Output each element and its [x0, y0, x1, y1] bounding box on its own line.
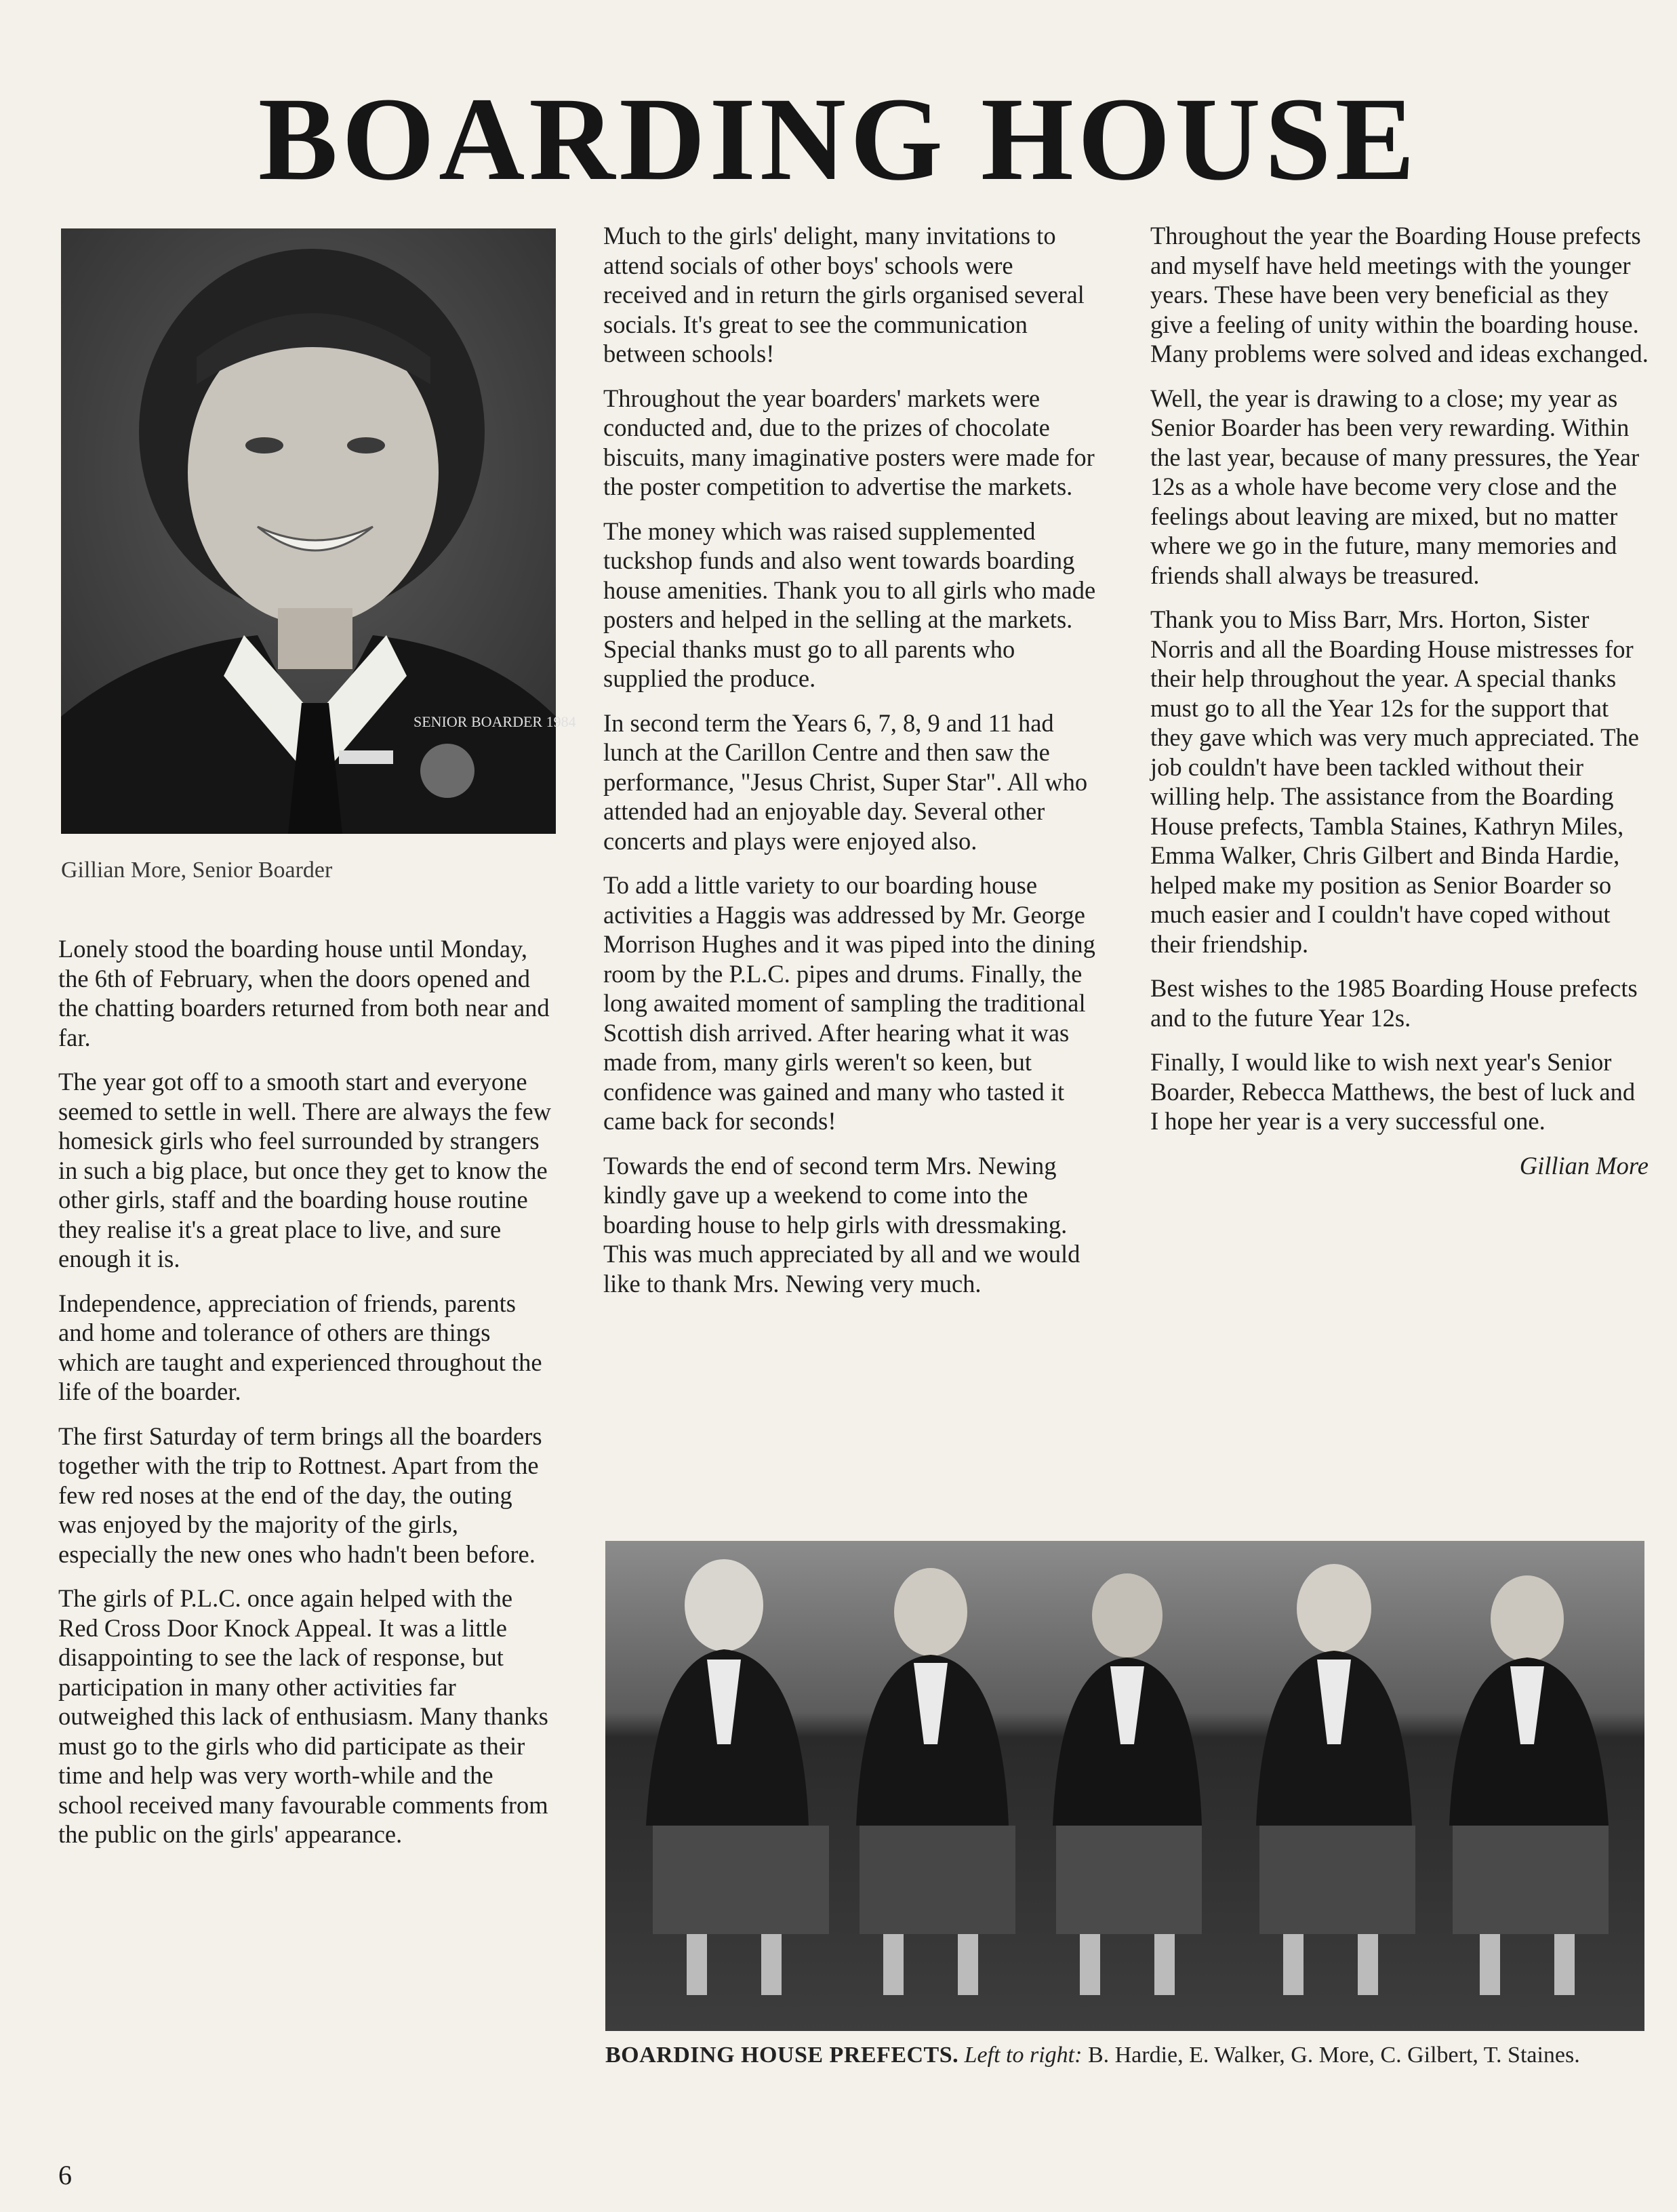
- paragraph: Well, the year is drawing to a close; my year as Senior Boarder has been very rewarding. Within the last year, because of many pressures, the Year 12s as a whole have become very close and the feelings about leaving are mixed, but no matter where we go in the future, many memories and friends shall always be treasured.: [1150, 384, 1640, 589]
- paragraph: Towards the end of second term Mrs. Newing kindly gave up a weekend to come into the boarding house to help girls with dressmaking. This was much appreciated by all and we would like to thank Mrs. Newing very much.: [603, 1151, 1080, 1298]
- paragraph: In second term the Years 6, 7, 8, 9 and 11 had lunch at the Carillon Centre and then saw the performance, "Jesus Christ, Super Star". All who attended had an enjoyable day. Several other concerts and plays were enjoyed also.: [603, 708, 1088, 855]
- badge-text: SENIOR BOARDER 1984: [413, 713, 576, 730]
- caption-names: B. Hardie, E. Walker, G. More, C. Gilbert, T. Staines.: [1087, 2043, 1580, 2068]
- caption-left-to-right: Left to right:: [964, 2043, 1083, 2068]
- article-column-2: [603, 221, 1102, 1313]
- paragraph: Finally, I would like to wish next year's Senior Boarder, Rebecca Matthews, the best of luck and I hope her year is a very successful one.: [1150, 1048, 1636, 1135]
- paragraph: Throughout the year the Boarding House prefects and myself have held meetings with the younger years. These have been very beneficial as they give a feeling of unity within the boarding house. Many problems were solved and ideas exchanged.: [1150, 222, 1649, 367]
- paragraph: The year got off to a smooth start and everyone seemed to settle in well. There are always the few homesick girls who feel surrounded by strangers in such a big place, but once they get to know the other girls, staff and the boarding house routine they realise it's a great place to live, and sure enough it is.: [58, 1068, 552, 1272]
- paragraph: Best wishes to the 1985 Boarding House prefects and to the future Year 12s.: [1150, 974, 1638, 1032]
- paragraph: The girls of P.L.C. once again helped with the Red Cross Door Knock Appeal. It was a little disappointing to see the lack of response, but participation in many other activities far outweighed this lack of enthusiasm. Many thanks must go to the girls who did participate as their time and help was very worth-while and the school received many favourable comments from the public on the girls' appearance.: [58, 1584, 548, 1848]
- paragraph: Independence, appreciation of friends, parents and home and tolerance of others are things which are taught and experienced throughout the life of the boarder.: [58, 1289, 542, 1405]
- group-photo-caption: [605, 2040, 1644, 2070]
- paragraph: To add a little variety to our boarding house activities a Haggis was addressed by Mr. George Morrison Hughes and it was piped into the dining room by the P.L.C. pipes and drums. Finally, the long awaited moment of sampling the traditional Scottish dish arrived. After hearing what it was made from, many girls weren't so keen, but confidence was gained and many who tasted it came back for seconds!: [603, 871, 1095, 1135]
- portrait-caption: Gillian More, Senior Boarder: [61, 858, 333, 883]
- article-column-1: [58, 934, 553, 1864]
- group-photo: [605, 1541, 1644, 2031]
- article-column-3: [1150, 221, 1649, 1180]
- paragraph: Throughout the year boarders' markets were conducted and, due to the prizes of chocolate biscuits, many imaginative posters were made for the poster competition to advertise the markets.: [603, 384, 1095, 500]
- page-number: 6: [58, 2160, 72, 2190]
- paragraph: The money which was raised supplemented tuckshop funds and also went towards boarding house amenities. Thank you to all girls who made posters and helped in the selling at the markets. Special thanks must go to all parents who supplied the produce.: [603, 517, 1096, 692]
- portrait-photo: [61, 228, 576, 834]
- paragraph: The first Saturday of term brings all the boarders together with the trip to Rottnest. Apart from the few red noses at the end of the day, the outing was enjoyed by the majority of the girls, especially the new ones who hadn't been before.: [58, 1422, 542, 1568]
- paragraph: Much to the girls' delight, many invitations to attend socials of other boys' schools were received and in return the girls organised several socials. It's great to see the communication between schools!: [603, 222, 1085, 367]
- paragraph: Thank you to Miss Barr, Mrs. Horton, Sister Norris and all the Boarding House mistresses for their help throughout the year. A special thanks must go to all the Year 12s for the support that they gave which was very much appreciated. The job couldn't have been tackled without their willing help. The assistance from the Boarding House prefects, Tambla Staines, Kathryn Miles, Emma Walker, Chris Gilbert and Binda Hardie, helped make my position as Senior Boarder so much easier and I couldn't have coped without their friendship.: [1150, 605, 1639, 958]
- caption-title: BOARDING HOUSE PREFECTS.: [605, 2043, 959, 2068]
- group-illustration: [605, 1541, 1644, 2031]
- portrait-illustration: [61, 228, 576, 834]
- paragraph: Lonely stood the boarding house until Monday, the 6th of February, when the doors opened and the chatting boarders returned from both near and far.: [58, 935, 550, 1051]
- signature: Gillian More: [1519, 1151, 1649, 1180]
- page-title: BOARDING HOUSE: [258, 73, 1419, 205]
